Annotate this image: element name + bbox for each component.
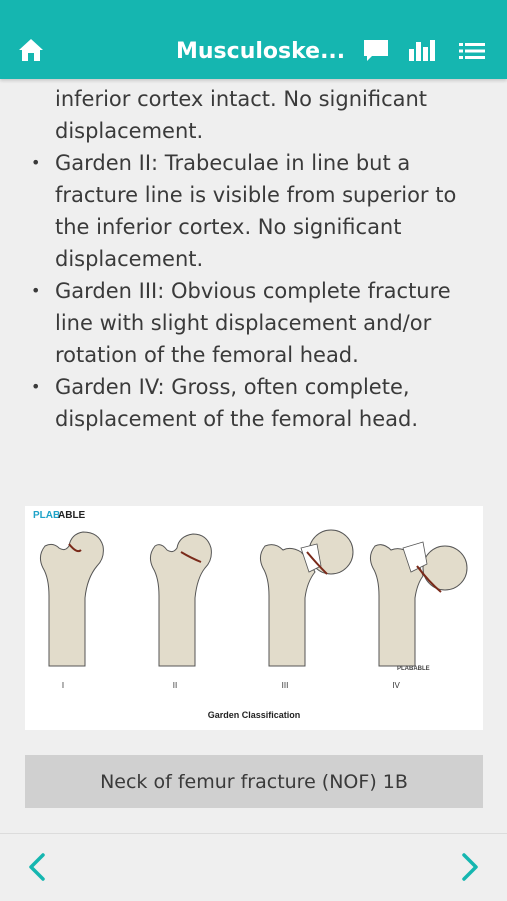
list-item bbox=[0, 371, 470, 435]
list-item-line: fracture line is visible from superior to bbox=[55, 183, 457, 207]
chat-bubble-icon bbox=[363, 39, 389, 63]
bullet-dot-icon: • bbox=[31, 153, 41, 172]
list-item-line: displacement of the femoral head. bbox=[55, 407, 418, 431]
list-item bbox=[0, 147, 470, 275]
list-item-line: inferior cortex intact. No significant bbox=[55, 87, 428, 111]
bottom-navigation-bar bbox=[0, 833, 507, 901]
top-app-bar bbox=[0, 0, 507, 79]
chevron-left-icon bbox=[26, 852, 48, 882]
femur-diagram bbox=[25, 506, 483, 730]
list-item bbox=[0, 83, 470, 147]
femur-garden-ii bbox=[150, 534, 211, 666]
home-icon bbox=[18, 37, 44, 63]
list-item bbox=[0, 275, 470, 371]
topic-caption-button[interactable] bbox=[25, 755, 483, 808]
logo-able-text: ABLE bbox=[58, 510, 86, 521]
figure-title: Garden Classification bbox=[207, 710, 301, 720]
garden-classification-list bbox=[0, 83, 470, 435]
logo-plab-text: PLAB bbox=[33, 510, 61, 521]
femur-garden-iii bbox=[260, 530, 353, 666]
bullet-dot-icon: • bbox=[31, 281, 41, 300]
list-item-line: rotation of the femoral head. bbox=[55, 343, 359, 367]
chevron-right-icon bbox=[459, 852, 481, 882]
topic-caption-label: Neck of femur fracture (NOF) 1B bbox=[100, 770, 408, 793]
list-item-line: line with slight displacement and/or bbox=[55, 311, 432, 335]
home-button[interactable] bbox=[18, 37, 44, 63]
article-content[interactable] bbox=[0, 79, 507, 833]
list-item-line: Garden IV: Gross, often complete, bbox=[55, 375, 410, 399]
bar-chart-icon bbox=[409, 39, 435, 63]
list-item-line: the inferior cortex. No significant bbox=[55, 215, 402, 239]
label-ii: II bbox=[172, 681, 178, 690]
next-page-button[interactable] bbox=[459, 852, 481, 882]
list-item-line: displacement. bbox=[55, 247, 204, 271]
logo-small-text: PLABABLE bbox=[397, 666, 430, 672]
list-item-line: Garden II: Trabeculae in line but a bbox=[55, 151, 411, 175]
contents-list-button[interactable] bbox=[459, 39, 485, 63]
femur-garden-i bbox=[40, 532, 103, 666]
comments-button[interactable] bbox=[363, 39, 389, 63]
list-item-line: displacement. bbox=[55, 119, 204, 143]
femur-garden-iv bbox=[370, 542, 467, 672]
list-icon bbox=[459, 39, 485, 63]
page-title: Musculoske... bbox=[176, 39, 346, 64]
list-item-line: Garden III: Obvious complete fracture bbox=[55, 279, 451, 303]
label-iii: III bbox=[281, 681, 289, 690]
label-iv: IV bbox=[392, 681, 400, 690]
previous-page-button[interactable] bbox=[26, 852, 48, 882]
label-i: I bbox=[61, 681, 65, 690]
garden-classification-figure[interactable] bbox=[25, 506, 483, 730]
stats-button[interactable] bbox=[409, 39, 435, 63]
bullet-dot-icon: • bbox=[31, 377, 41, 396]
